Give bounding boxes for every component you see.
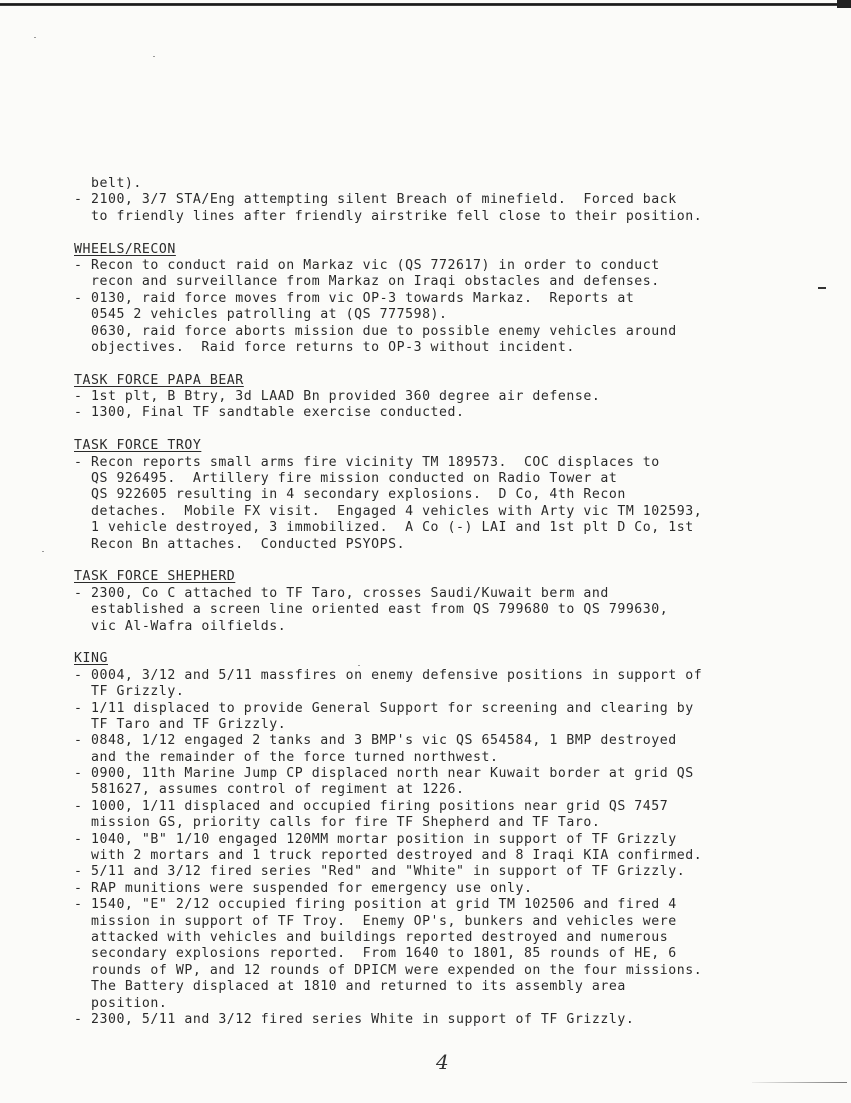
- text-line: - Recon to conduct raid on Markaz vic (QS 772617) in order to conduct: [74, 257, 660, 273]
- text-line: - 1/11 displaced to provide General Support for screening and clearing by: [74, 700, 694, 716]
- paragraph-gap: [74, 225, 834, 241]
- page-number: 4: [436, 1050, 449, 1074]
- text-line: 581627, assumes control of regiment at 1226.: [74, 782, 465, 798]
- text-line: secondary explosions reported. From 1640 to 1801, 85 rounds of HE, 6: [74, 946, 677, 962]
- text-line: belt).: [74, 176, 142, 191]
- text-line: objectives. Raid force returns to OP-3 without incident.: [74, 339, 575, 355]
- scan-speck: [153, 56, 155, 57]
- text-line: detaches. Mobile FX visit. Engaged 4 vehicles with Arty vic TM 102593,: [74, 503, 703, 519]
- section-header: TASK FORCE PAPA BEAR: [74, 372, 244, 388]
- text-line: - RAP munitions were suspended for emergency use only.: [74, 880, 533, 896]
- section-header: WHEELS/RECON: [74, 241, 176, 257]
- text-line: The Battery displaced at 1810 and returned to its assembly area: [74, 979, 626, 995]
- text-line: and the remainder of the force turned northwest.: [74, 749, 499, 765]
- text-line: - 5/11 and 3/12 fired series "Red" and "White" in support of TF Grizzly.: [74, 864, 686, 880]
- text-line: position.: [74, 995, 168, 1011]
- text-line: - 1300, Final TF sandtable exercise conducted.: [74, 405, 465, 421]
- text-line: - 2300, 5/11 and 3/12 fired series White in support of TF Grizzly.: [74, 1011, 635, 1027]
- text-line: - 0004, 3/12 and 5/11 massfires on enemy defensive positions in support of: [74, 667, 703, 683]
- section-header: KING: [74, 651, 108, 667]
- text-line: recon and surveillance from Markaz on Iraqi obstacles and defenses.: [74, 274, 660, 290]
- text-line: - 2100, 3/7 STA/Eng attempting silent Breach of minefield. Forced back: [74, 192, 677, 208]
- text-line: TF Taro and TF Grizzly.: [74, 716, 287, 732]
- text-line: - 2300, Co C attached to TF Taro, crosses Saudi/Kuwait berm and: [74, 585, 609, 601]
- text-line: to friendly lines after friendly airstrike fell close to their position.: [74, 208, 703, 224]
- text-line: established a screen line oriented east from QS 799680 to QS 799630,: [74, 602, 669, 618]
- text-line: - 1000, 1/11 displaced and occupied firing positions near grid QS 7457: [74, 798, 669, 814]
- text-line: QS 926495. Artillery fire mission conducted on Radio Tower at: [74, 471, 618, 487]
- text-line: TF Grizzly.: [74, 684, 185, 700]
- text-line: - 0130, raid force moves from vic OP-3 towards Markaz. Reports at: [74, 290, 635, 306]
- document-body: [74, 176, 834, 1028]
- top-rule-corner: [837, 0, 851, 8]
- scan-speck: [34, 37, 36, 38]
- text-line: vic Al-Wafra oilfields.: [74, 618, 287, 634]
- text-line: mission GS, priority calls for fire TF Shepherd and TF Taro.: [74, 815, 601, 831]
- text-line: 0545 2 vehicles patrolling at (QS 777598).: [74, 307, 448, 323]
- text-line: 0630, raid force aborts mission due to possible enemy vehicles around: [74, 323, 677, 339]
- text-line: mission in support of TF Troy. Enemy OP's, bunkers and vehicles were: [74, 913, 677, 929]
- text-line: - 0900, 11th Marine Jump CP displaced north near Kuwait border at grid QS: [74, 766, 694, 782]
- paragraph-gap: [74, 422, 834, 438]
- section-header: TASK FORCE TROY: [74, 438, 202, 454]
- paragraph-gap: [74, 635, 834, 651]
- text-line: attacked with vehicles and buildings reported destroyed and numerous: [74, 929, 669, 945]
- text-line: Recon Bn attaches. Conducted PSYOPS.: [74, 536, 406, 552]
- text-line: - 0848, 1/12 engaged 2 tanks and 3 BMP's vic QS 654584, 1 BMP destroyed: [74, 733, 677, 749]
- text-line: - 1040, "B" 1/10 engaged 120MM mortar position in support of TF Grizzly: [74, 831, 677, 847]
- text-line: - Recon reports small arms fire vicinity TM 189573. COC displaces to: [74, 454, 660, 470]
- text-line: with 2 mortars and 1 truck reported destroyed and 8 Iraqi KIA confirmed.: [74, 848, 703, 864]
- paragraph-gap: [74, 553, 834, 569]
- bottom-edge-line: [752, 1082, 847, 1083]
- text-line: 1 vehicle destroyed, 3 immobilized. A Co (-) LAI and 1st plt D Co, 1st: [74, 520, 694, 536]
- text-line: - 1540, "E" 2/12 occupied firing position at grid TM 102506 and fired 4: [74, 897, 677, 913]
- text-line: - 1st plt, B Btry, 3d LAAD Bn provided 360 degree air defense.: [74, 389, 601, 405]
- section-header: TASK FORCE SHEPHERD: [74, 569, 236, 585]
- text-line: rounds of WP, and 12 rounds of DPICM were expended on the four missions.: [74, 962, 703, 978]
- text-line: QS 922605 resulting in 4 secondary explosions. D Co, 4th Recon: [74, 487, 626, 503]
- top-page-rule: [0, 3, 851, 6]
- paragraph-gap: [74, 356, 834, 372]
- scan-speck: [42, 551, 44, 552]
